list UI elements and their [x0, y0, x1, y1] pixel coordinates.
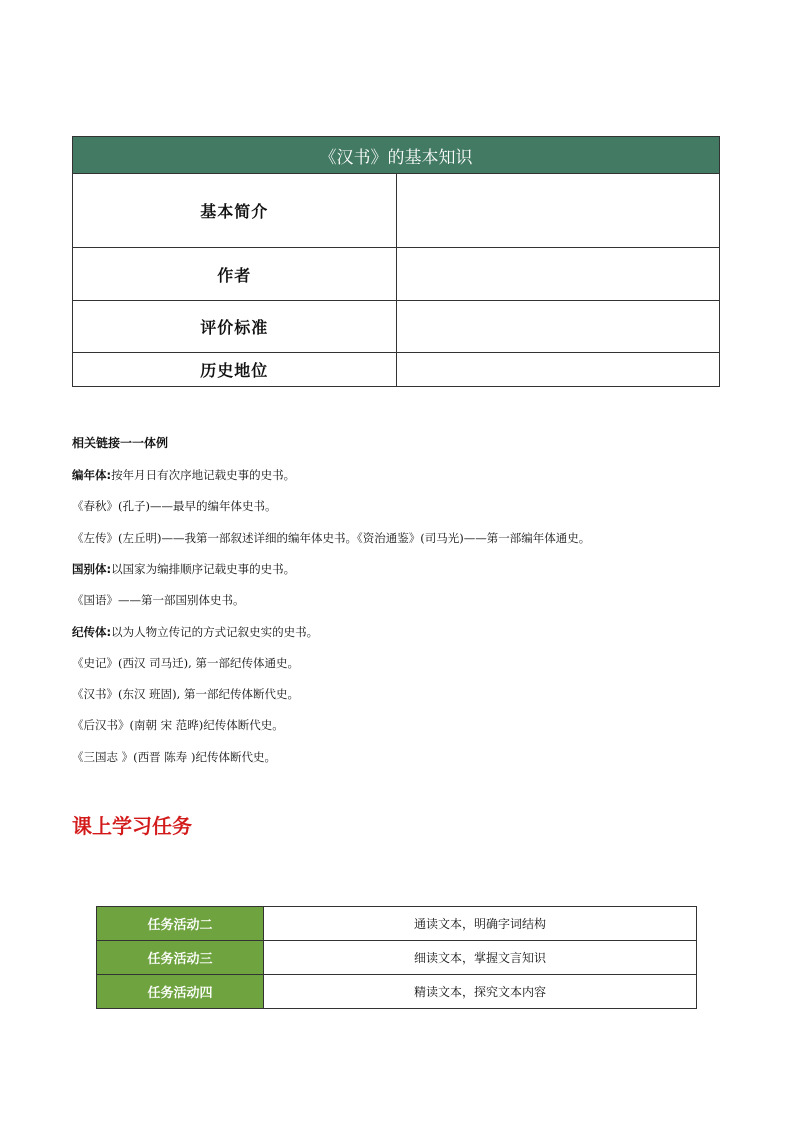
item-text: 《后汉书》(南朝 宋 范晔)纪传体断代史。: [72, 718, 284, 732]
task-desc: 细读文本，掌握文言知识: [264, 941, 697, 975]
task-name: 任务活动三: [97, 941, 264, 975]
list-item: [72, 498, 276, 514]
item-text: 《汉书》(东汉 班固), 第一部纪传体断代史。: [72, 687, 299, 701]
list-item: [72, 592, 245, 608]
task-name: 任务活动二: [97, 907, 264, 941]
item-text: 《左传》(左丘明)——我第一部叙述详细的编年体史书。《资治通鉴》(司马光)——第一部编年体通史。: [72, 531, 591, 545]
row-label-intro: 基本简介: [73, 174, 397, 248]
list-item: [72, 561, 295, 577]
item-text: 《史记》(西汉 司马迁), 第一部纪传体通史。: [72, 656, 299, 670]
item-text: 《三国志 》(西晋 陈寿 )纪传体断代史。: [72, 750, 276, 764]
task-desc: 精读文本，探究文本内容: [264, 975, 697, 1009]
table-row: [97, 907, 697, 941]
table-row: [73, 301, 720, 353]
table-row: [97, 975, 697, 1009]
item-text: 《春秋》(孔子)——最早的编年体史书。: [72, 499, 277, 513]
term-label: 纪传体:: [72, 625, 112, 639]
list-item: [72, 717, 284, 733]
item-text: 《国语》——第一部国别体史书。: [72, 593, 245, 607]
list-item: [72, 624, 318, 640]
list-item: [72, 467, 295, 483]
list-item: [72, 655, 299, 671]
row-label-status: 历史地位: [73, 353, 397, 387]
row-value-status[interactable]: [396, 353, 720, 387]
task-name: 任务活动四: [97, 975, 264, 1009]
term-text: 以为人物立传记的方式记叙史实的史书。: [111, 625, 319, 639]
term-text: 按年月日有次序地记载史事的史书。: [111, 468, 296, 482]
related-links-heading: 相关链接一一体例: [72, 436, 169, 450]
row-value-intro[interactable]: [396, 174, 720, 248]
row-value-author[interactable]: [396, 248, 720, 301]
list-item: [72, 749, 276, 765]
table-row: [73, 248, 720, 301]
knowledge-table-title: 《汉书》的基本知识: [73, 137, 720, 174]
row-value-criteria[interactable]: [396, 301, 720, 353]
task-table: [96, 906, 697, 1009]
task-desc: 通读文本，明确字词结构: [264, 907, 697, 941]
table-row: [73, 353, 720, 387]
table-row: [73, 174, 720, 248]
list-item: [72, 686, 299, 702]
row-label-criteria: 评价标准: [73, 301, 397, 353]
list-item: [72, 530, 590, 546]
term-label: 编年体:: [72, 468, 112, 482]
term-label: 国别体:: [72, 562, 112, 576]
term-text: 以国家为编排顺序记载史事的史书。: [111, 562, 296, 576]
knowledge-table: [72, 136, 720, 387]
section-title: 课上学习任务: [72, 814, 192, 838]
table-row: [97, 941, 697, 975]
row-label-author: 作者: [73, 248, 397, 301]
